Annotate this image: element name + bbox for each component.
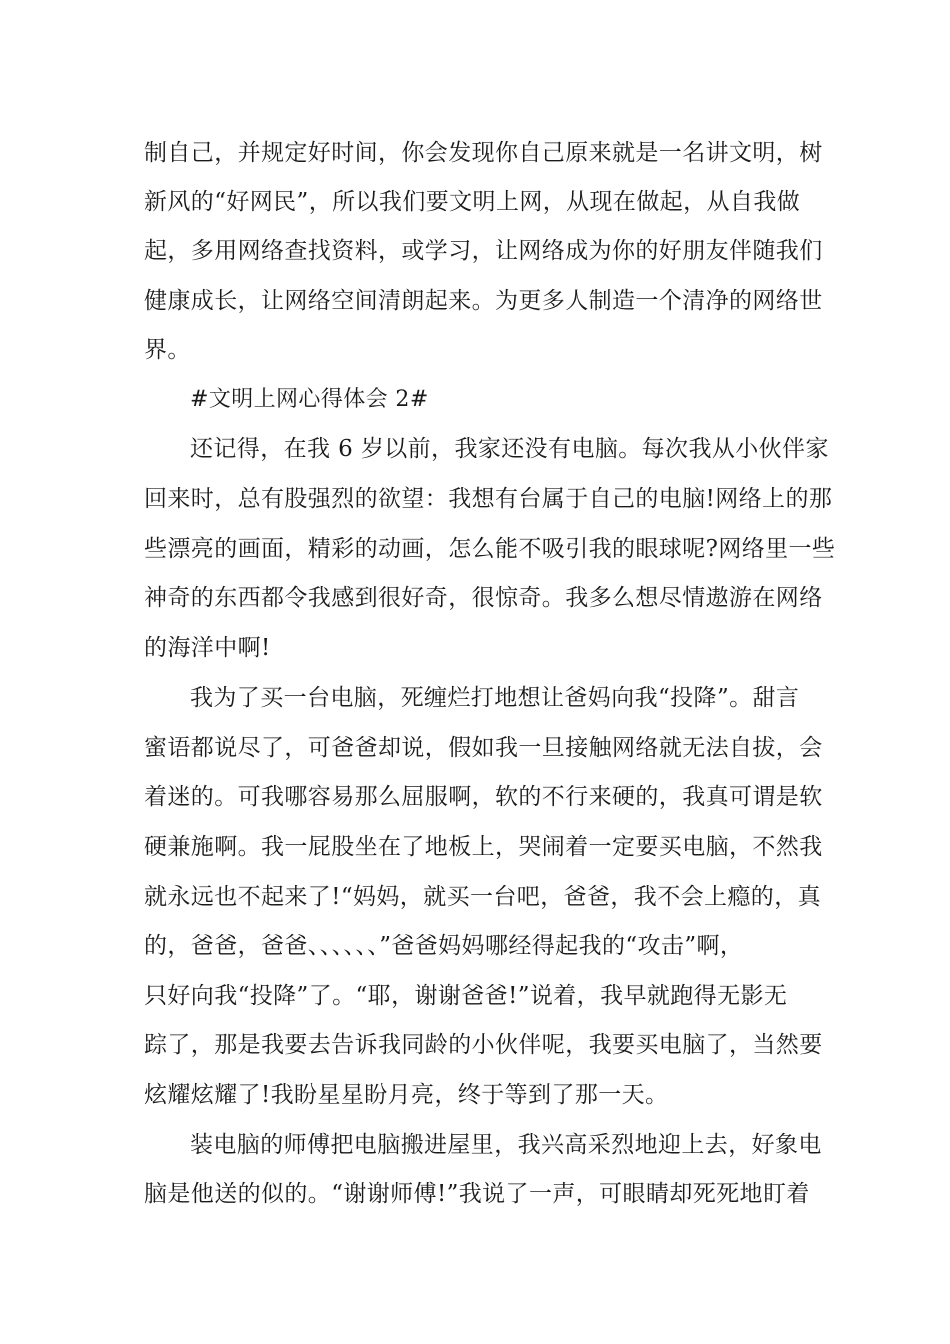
- text-line: 界。: [144, 337, 191, 363]
- paragraph-first-line: 还记得，在我 6 岁以前，我家还没有电脑。每次我从小伙伴家: [190, 436, 829, 462]
- text-line: 就永远也不起来了!“妈妈，就买一台吧，爸爸，我不会上瘾的，真: [144, 884, 822, 910]
- section-heading: #文明上网心得体会 2#: [190, 387, 429, 412]
- text-line: 神奇的东西都令我感到很好奇，很惊奇。我多么想尽情遨游在网络: [144, 585, 823, 611]
- text-line: 制自己，并规定好时间，你会发现你自己原来就是一名讲文明，树: [144, 140, 823, 166]
- text-line: 蜜语都说尽了，可爸爸却说，假如我一旦接触网络就无法自拔，会: [144, 735, 823, 761]
- text-line: 新风的“好网民”，所以我们要文明上网，从现在做起，从自我做: [144, 189, 801, 215]
- text-line: 些漂亮的画面，精彩的动画，怎么能不吸引我的眼球呢?网络里一些: [144, 536, 836, 562]
- text-line: 踪了，那是我要去告诉我同龄的小伙伴呢，我要买电脑了，当然要: [144, 1032, 823, 1058]
- text-line: 的，爸爸，爸爸、、、、、、”爸爸妈妈哪经得起我的“攻击”啊，: [144, 933, 744, 959]
- text-line: 硬兼施啊。我一屁股坐在了地板上，哭闹着一定要买电脑，不然我: [144, 834, 823, 860]
- text-line: 起，多用网络查找资料，或学习，让网络成为你的好朋友伴随我们: [144, 238, 823, 264]
- text-line: 只好向我“投降”了。“耶，谢谢爸爸!”说着，我早就跑得无影无: [144, 983, 788, 1009]
- paragraph-first-line: 我为了买一台电脑，死缠烂打地想让爸妈向我“投降”。甜言: [190, 685, 800, 711]
- text-line: 的海洋中啊!: [144, 635, 271, 661]
- text-line: 炫耀炫耀了!我盼星星盼月亮，终于等到了那一天。: [144, 1082, 669, 1108]
- text-line: 脑是他送的似的。“谢谢师傅!”我说了一声，可眼睛却死死地盯着: [144, 1181, 810, 1207]
- text-line: 着迷的。可我哪容易那么屈服啊，软的不行来硬的，我真可谓是软: [144, 784, 823, 810]
- paragraph-first-line: 装电脑的师傅把电脑搬进屋里，我兴高采烈地迎上去，好象电: [190, 1132, 822, 1158]
- text-line: 回来时，总有股强烈的欲望：我想有台属于自己的电脑!网络上的那: [144, 486, 833, 512]
- text-line: 健康成长，让网络空间清朗起来。为更多人制造一个清净的网络世: [144, 288, 823, 314]
